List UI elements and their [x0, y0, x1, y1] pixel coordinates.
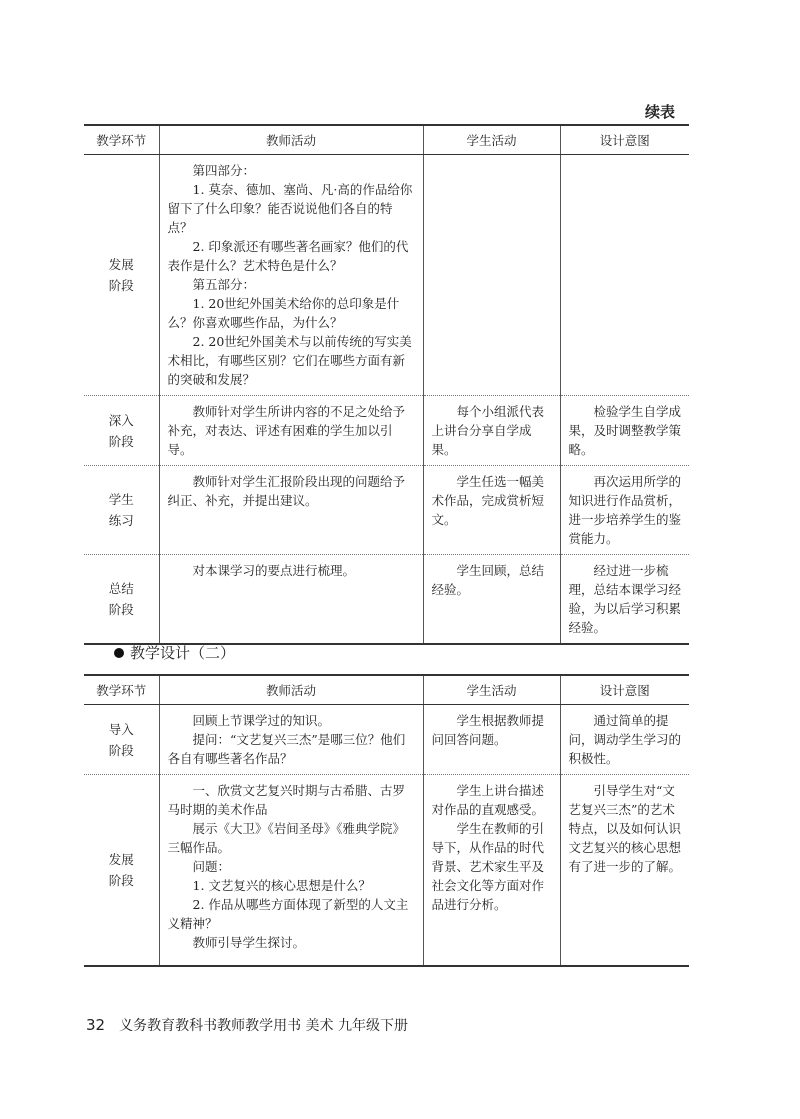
stage-cell [84, 466, 159, 555]
stage-label: 阶段 [108, 278, 134, 293]
cell-paragraph: 回顾上节课学过的知识。 [192, 713, 331, 728]
header-design-intent: 设计意图 [560, 675, 689, 705]
student-activity-cell [423, 705, 560, 775]
stage-label: 发展 [108, 851, 134, 867]
header-student-activity: 学生活动 [423, 675, 560, 705]
lesson-table-continued [84, 124, 689, 645]
cell-paragraph: 2. 作品从哪些方面体现了新型的人文主义精神？ [167, 897, 409, 931]
header-design-intent: 设计意图 [560, 125, 689, 155]
lesson-table-two [84, 674, 689, 967]
stage-cell [84, 155, 159, 396]
stage-label: 阶段 [108, 602, 134, 617]
cell-paragraph: 问题： [192, 859, 231, 874]
teacher-activity-cell [159, 396, 423, 466]
stage-label: 深入 [108, 412, 134, 428]
stage-cell [84, 396, 159, 466]
header-student-activity: 学生活动 [423, 125, 560, 155]
table-header-row [84, 675, 689, 705]
design-intent-cell [560, 775, 689, 966]
cell-paragraph: 对本课学习的要点进行梳理。 [192, 563, 356, 578]
cell-paragraph: 1. 文艺复兴的核心思想是什么？ [192, 878, 371, 893]
design-intent-cell [560, 555, 689, 645]
stage-cell [84, 705, 159, 775]
cell-paragraph: 每个小组派代表上讲台分享自学成果。 [431, 404, 545, 457]
student-activity-cell [423, 396, 560, 466]
table-row [84, 155, 689, 396]
cell-paragraph: 再次运用所学的知识进行作品赏析，进一步培养学生的鉴赏能力。 [568, 474, 682, 546]
cell-paragraph: 展示《大卫》《岩间圣母》《雅典学院》三幅作品。 [167, 821, 406, 855]
teacher-activity-cell [159, 705, 423, 775]
table-row [84, 705, 689, 775]
design-intent-cell [560, 466, 689, 555]
header-teacher-activity: 教师活动 [159, 675, 423, 705]
header-stage: 教学环节 [84, 125, 159, 155]
cell-paragraph: 学生在教师的引导下，从作品的时代背景、艺术家生平及社会文化等方面对作品进行分析。 [431, 821, 545, 912]
cell-paragraph: 学生任选一幅美术作品，完成赏析短文。 [431, 474, 545, 527]
continued-label: 续表 [645, 103, 676, 121]
cell-paragraph: 学生根据教师提问回答问题。 [431, 713, 545, 747]
cell-paragraph: 检验学生自学成果，及时调整教学策略。 [568, 404, 682, 457]
stage-label: 阶段 [108, 872, 134, 888]
cell-paragraph: 提问：“文艺复兴三杰”是哪三位？他们各自有哪些著名作品？ [167, 732, 406, 766]
cell-paragraph: 2. 印象派还有哪些著名画家？他们的代表作是什么？艺术特色是什么？ [167, 239, 409, 273]
header-teacher-activity: 教师活动 [159, 125, 423, 155]
book-title: 义务教育教科书教师教学用书 美术 九年级下册 [119, 1018, 408, 1034]
stage-label: 练习 [108, 513, 134, 528]
cell-paragraph: 一、欣赏文艺复兴时期与古希腊、古罗马时期的美术作品 [167, 783, 406, 817]
student-activity-cell [423, 775, 560, 966]
table-row [84, 775, 689, 966]
table-row [84, 555, 689, 645]
cell-paragraph: 引导学生对“文艺复兴三杰”的艺术特点，以及如何认识文艺复兴的核心思想有了进一步的了解。 [568, 783, 682, 874]
cell-paragraph: 2. 20世纪外国美术与以前传统的写实美术相比，有哪些区别？它们在哪些方面有新的突破和发展？ [167, 334, 412, 387]
cell-paragraph: 学生上讲台描述对作品的直观感受。 [431, 783, 545, 817]
page-number: 32 [86, 1016, 106, 1034]
page-footer [86, 1015, 408, 1035]
student-activity-cell [423, 155, 560, 396]
header-stage: 教学环节 [84, 675, 159, 705]
table-row [84, 466, 689, 555]
cell-paragraph: 经过进一步梳理，总结本课学习经验，为以后学习积累经验。 [568, 563, 682, 635]
stage-label: 学生 [108, 492, 134, 507]
cell-paragraph: 教师针对学生所讲内容的不足之处给予补充，对表达、评述有困难的学生加以引导。 [167, 404, 406, 457]
cell-paragraph: 学生回顾，总结经验。 [431, 563, 545, 597]
cell-paragraph: 教师针对学生汇报阶段出现的问题给予纠正、补充，并提出建议。 [167, 474, 406, 508]
stage-label: 阶段 [108, 742, 134, 758]
teacher-activity-cell [159, 466, 423, 555]
stage-label: 阶段 [108, 433, 134, 449]
cell-paragraph: 第四部分： [192, 163, 256, 178]
cell-paragraph: 教师引导学生探讨。 [192, 935, 306, 950]
section-heading [114, 642, 235, 663]
stage-label: 导入 [108, 721, 134, 737]
design-intent-cell [560, 396, 689, 466]
cell-paragraph: 1. 20世纪外国美术给你的总印象是什么？你喜欢哪些作品，为什么？ [167, 296, 400, 330]
teacher-activity-cell [159, 155, 423, 396]
stage-label: 发展 [108, 257, 134, 272]
teacher-activity-cell [159, 555, 423, 645]
cell-paragraph: 1. 莫奈、德加、塞尚、凡·高的作品给你留下了什么印象？能否说说他们各自的特点？ [167, 182, 413, 235]
table-header-row [84, 125, 689, 155]
cell-paragraph: 通过简单的提问，调动学生学习的积极性。 [568, 713, 682, 766]
stage-cell [84, 775, 159, 966]
table-row [84, 396, 689, 466]
design-intent-cell [560, 155, 689, 396]
stage-label: 总结 [108, 581, 134, 596]
student-activity-cell [423, 466, 560, 555]
bullet-icon [114, 648, 124, 658]
student-activity-cell [423, 555, 560, 645]
teacher-activity-cell [159, 775, 423, 966]
cell-paragraph: 第五部分： [192, 277, 256, 292]
design-intent-cell [560, 705, 689, 775]
section-title: 教学设计（二） [130, 644, 236, 662]
stage-cell [84, 555, 159, 645]
